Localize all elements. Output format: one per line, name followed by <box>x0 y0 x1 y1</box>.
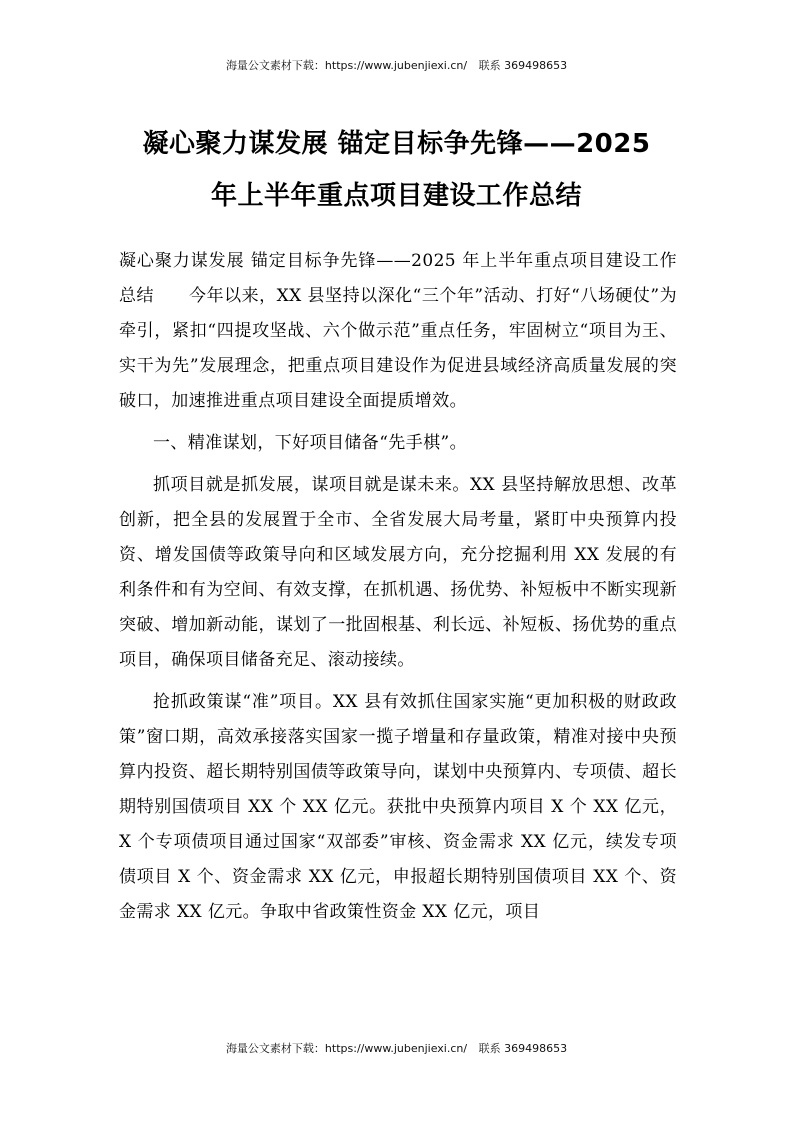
footer-contact: 联系 369498653 <box>478 1042 568 1055</box>
title-line-2: 年上半年重点项目建设工作总结 <box>210 181 582 211</box>
page-header <box>0 58 793 74</box>
header-download-label: 海量公文素材下载：https://www.jubenjiexi.cn/ <box>225 59 468 72</box>
body-paragraph: 抓项目就是抓发展，谋项目就是谋未来。XX 县坚持解放思想、改革创新，把全县的发展置于全市、全省发展大局考量，紧盯中央预算内投资、增发国债等政策导向和区域发展方向，充分挖掘利用 XX 发展的有利条件和有为空间、有效支撑，在抓机遇、扬优势、补短板中不断实现新突破、增加新动能，谋划了一批固根基、利长远、补短板、扬优势的重点项目，确保项目储备充足、滚动接续。 <box>119 475 677 670</box>
page-footer <box>0 1041 793 1057</box>
document-title <box>96 118 697 222</box>
footer-download-label: 海量公文素材下载：https://www.jubenjiexi.cn/ <box>225 1042 468 1055</box>
title-line-1: 凝心聚力谋发展 锚定目标争先锋——2025 <box>142 129 651 159</box>
section-heading-1: 一、精准谋划，下好项目储备“先手棋”。 <box>153 433 467 453</box>
body-paragraph: 抢抓政策谋“准”项目。XX 县有效抓住国家实施“更加积极的财政政策”窗口期，高效承接落实国家一揽子增量和存量政策，精准对接中央预算内投资、超长期特别国债等政策导向，谋划中央预算内、专项债、超长期特别国债项目 XX 个 XX 亿元。获批中央预算内项目 X 个 XX 亿元，X 个专项债项目通过国家“双部委”审核、资金需求 XX 亿元，续发专项债项目 X 个、资金需求 XX 亿元，申报超长期特别国债项目 XX 个、资金需求 XX 亿元。争取中省政策性资金 XX 亿元，项目 <box>119 692 678 922</box>
header-contact: 联系 369498653 <box>478 59 568 72</box>
intro-paragraph: 凝心聚力谋发展 锚定目标争先锋——2025 年上半年重点项目建设工作总结 今年以来，XX 县坚持以深化“三个年”活动、打好“八场硬仗”为牵引，紧扣“四提攻坚战、六个做示范”重点任务，牢固树立“项目为王、实干为先”发展理念，把重点项目建设作为促进县域经济高质量发展的突破口，加速推进重点项目建设全面提质增效。 <box>119 251 677 411</box>
document-body <box>119 244 677 930</box>
